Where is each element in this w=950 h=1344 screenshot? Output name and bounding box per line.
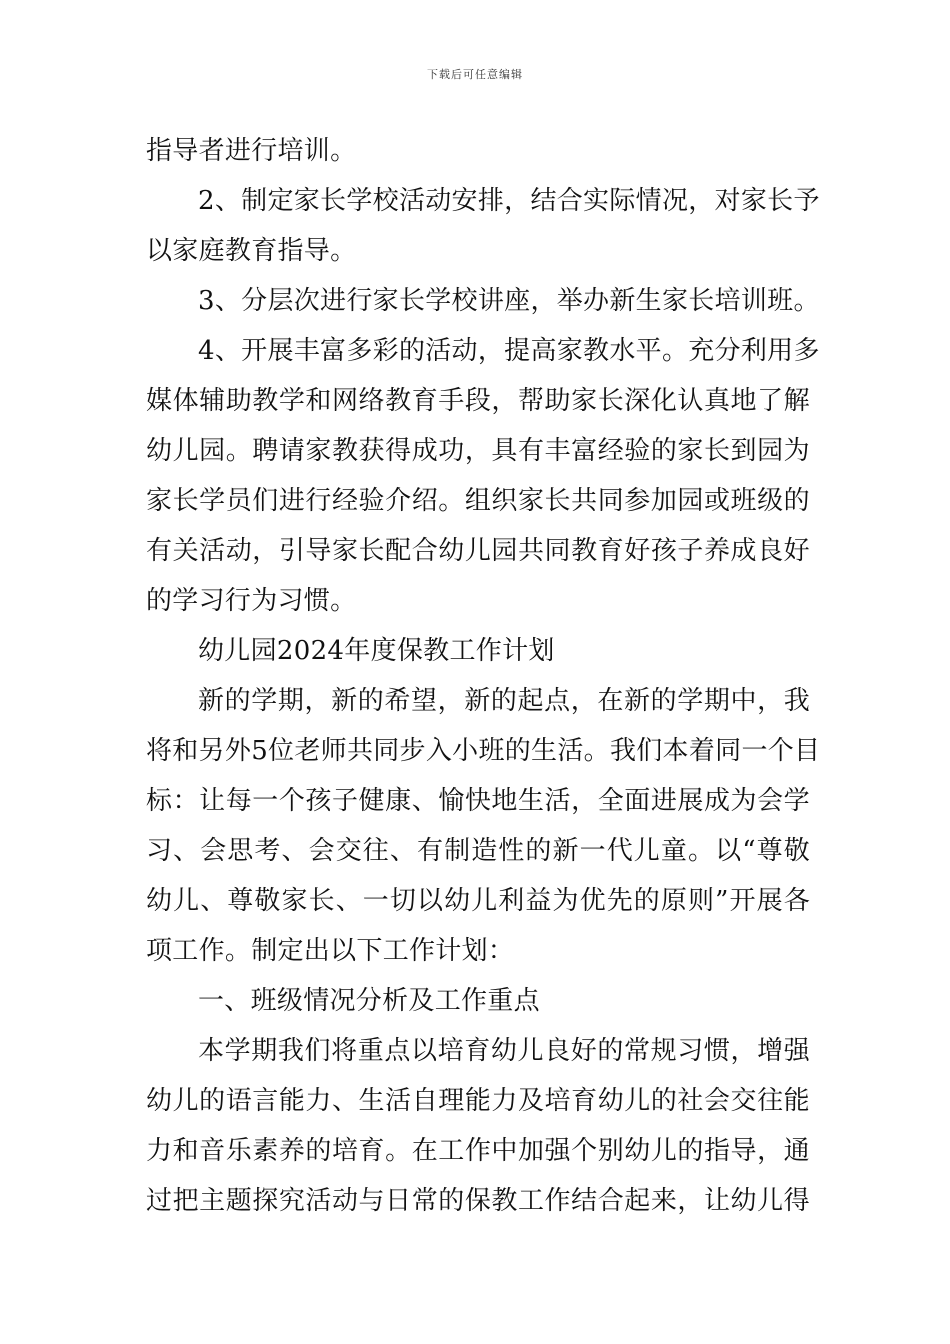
text-line: 的学习行为习惯。: [146, 586, 357, 616]
text-line: 习、会思考、会交往、有制造性的新一代儿童。以“尊敬: [146, 836, 810, 866]
text-line: 3、分层次进行家长学校讲座，举办新生家长培训班。: [198, 286, 820, 316]
text-line: 媒体辅助教学和网络教育手段，帮助家长深化认真地了解: [146, 386, 810, 416]
text-line: 幼儿的语言能力、生活自理能力及培育幼儿的社会交往能: [146, 1086, 810, 1116]
text-line: 指导者进行培训。: [146, 136, 357, 166]
text-line: 一、班级情况分析及工作重点: [198, 986, 540, 1016]
text-line: 标：让每一个孩子健康、愉快地生活，全面进展成为会学: [146, 786, 810, 816]
text-line: 以家庭教育指导。: [146, 236, 357, 266]
text-line: 幼儿园2024年度保教工作计划: [198, 636, 555, 666]
text-line: 新的学期，新的希望，新的起点，在新的学期中，我: [198, 686, 810, 716]
text-line: 家长学员们进行经验介绍。组织家长共同参加园或班级的: [146, 486, 810, 516]
text-line: 幼儿、尊敬家长、一切以幼儿利益为优先的原则”开展各: [146, 886, 810, 916]
text-line: 本学期我们将重点以培育幼儿良好的常规习惯，增强: [198, 1036, 810, 1066]
text-line: 过把主题探究活动与日常的保教工作结合起来，让幼儿得: [146, 1186, 810, 1216]
page-header: 下载后可任意编辑: [427, 68, 523, 81]
text-line: 2、制定家长学校活动安排，结合实际情况，对家长予: [198, 186, 820, 216]
text-line: 力和音乐素养的培育。在工作中加强个别幼儿的指导，通: [146, 1136, 810, 1166]
text-line: 有关活动，引导家长配合幼儿园共同教育好孩子养成良好: [146, 536, 810, 566]
text-line: 4、开展丰富多彩的活动，提高家教水平。充分利用多: [198, 336, 820, 366]
text-line: 项工作。制定出以下工作计划：: [146, 936, 515, 966]
document-body: [146, 126, 821, 1226]
text-line: 幼儿园。聘请家教获得成功，具有丰富经验的家长到园为: [146, 436, 810, 466]
text-line: 将和另外5位老师共同步入小班的生活。我们本着同一个目: [146, 736, 821, 766]
